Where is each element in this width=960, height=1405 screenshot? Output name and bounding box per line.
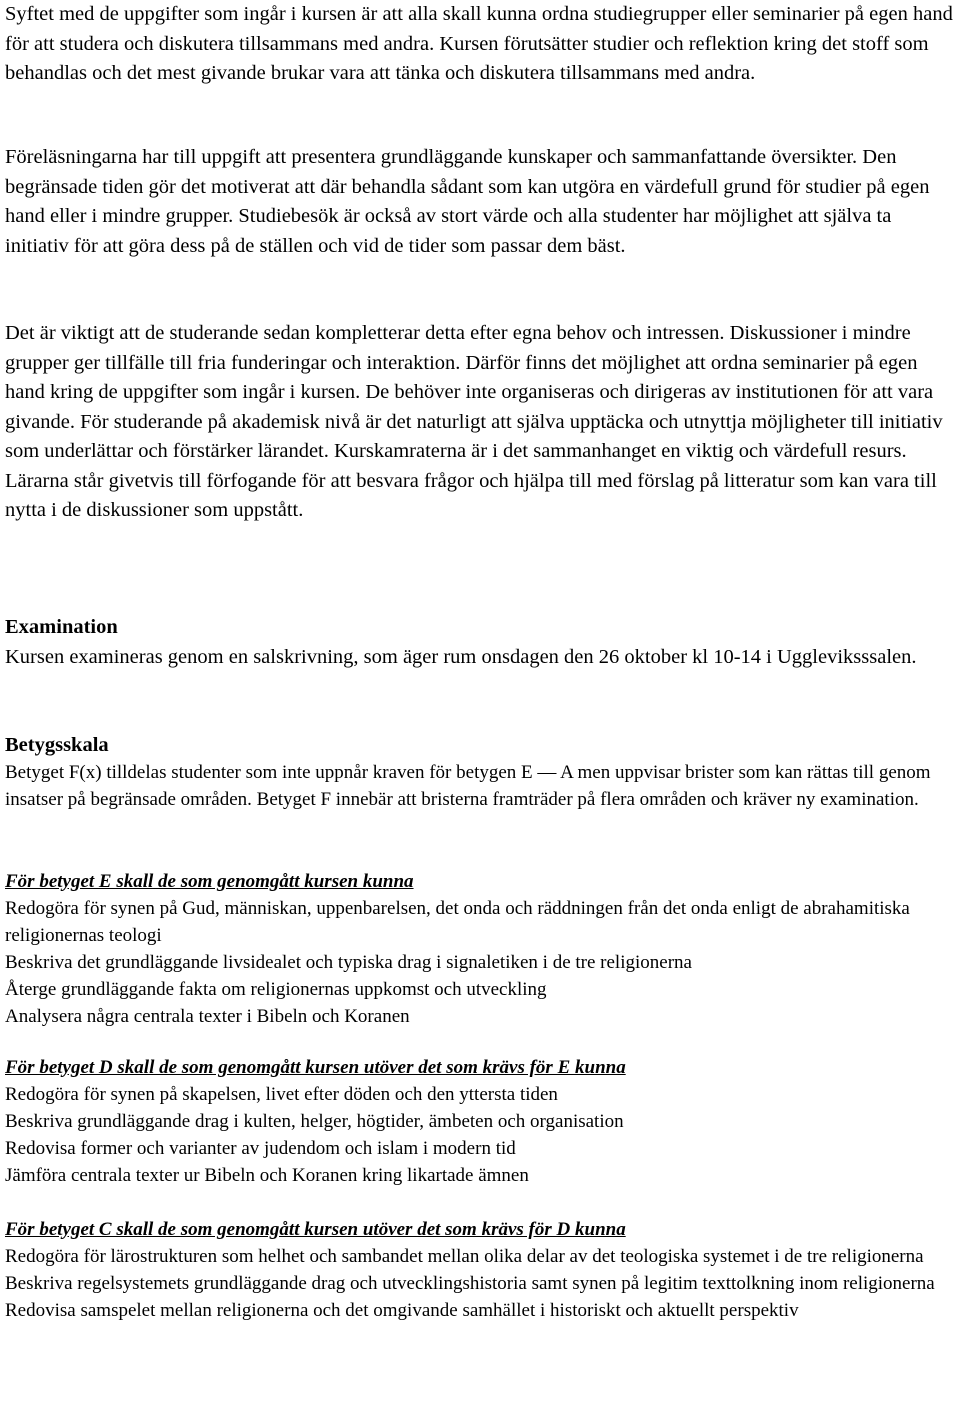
criteria-c-item: Beskriva regelsystemets grundläggande drag och utvecklingshistoria samt synen på legitim texttolkning inom religionerna (5, 1273, 935, 1294)
criteria-e-item: Analysera några centrala texter i Bibeln och Koranen (5, 1006, 410, 1027)
criteria-d-title: För betyget D skall de som genomgått kursen utöver det som krävs för E kunna (5, 1057, 626, 1078)
grading-heading: Betygsskala (5, 734, 109, 756)
criteria-d-item: Redovisa former och varianter av judendom och islam i modern tid (5, 1138, 516, 1159)
grading-section (5, 732, 960, 813)
examination-text: Kursen examineras genom en salskrivning, som äger rum onsdagen den 26 oktober kl 10-14 i Uggleviksssalen. (5, 645, 917, 668)
criteria-e-item: Beskriva det grundläggande livsidealet och typiska drag i signaletiken i de tre religionerna (5, 952, 692, 973)
examination-section (5, 613, 960, 672)
grading-text: Betyget F(x) tilldelas studenter som inte uppnår kraven för betygen E — A men uppvisar brister som kan rättas till genom insatser på begränsade områden. Betyget F innebär att bristerna framträder på flera områden och kräver ny examination. (5, 762, 931, 810)
criteria-e-item: Återge grundläggande fakta om religionernas uppkomst och utveckling (5, 979, 547, 1000)
criteria-c-item: Redovisa samspelet mellan religionerna och det omgivande samhället i historiskt och aktuellt perspektiv (5, 1300, 799, 1321)
criteria-d-item: Redogöra för synen på skapelsen, livet efter döden och den yttersta tiden (5, 1084, 558, 1105)
criteria-e-section (5, 868, 960, 1030)
criteria-e-title: För betyget E skall de som genomgått kursen kunna (5, 871, 414, 892)
criteria-d-item: Beskriva grundläggande drag i kulten, helger, högtider, ämbeten och organisation (5, 1111, 624, 1132)
criteria-d-item: Jämföra centrala texter ur Bibeln och Koranen kring likartade ämnen (5, 1165, 529, 1186)
criteria-d-section (5, 1054, 960, 1189)
criteria-c-item: Redogöra för lärostrukturen som helhet och sambandet mellan olika delar av det teologiska systemet i de tre religionerna (5, 1246, 924, 1267)
criteria-c-title: För betyget C skall de som genomgått kursen utöver det som krävs för D kunna (5, 1219, 626, 1240)
lectures-paragraph: Föreläsningarna har till uppgift att presentera grundläggande kunskaper och sammanfattande översikter. Den begränsade tiden gör det motiverat att där behandla sådant som kan utgöra en värdefull grund för studier på egen hand eller i mindre grupper. Studiebesök är också av stort värde och alla studenter har möjlighet att själva ta initiativ för att göra dess på de ställen och vid de tider som passar dem bäst. (5, 146, 930, 257)
criteria-c-section (5, 1216, 960, 1324)
examination-heading: Examination (5, 616, 118, 638)
discussion-paragraph: Det är viktigt att de studerande sedan kompletterar detta efter egna behov och intressen. Diskussioner i mindre grupper ger tillfälle till fria funderingar och interaktion. Därför finns det möjlighet att ordna seminarier på egen hand kring de uppgifter som ingår i kursen. De behöver inte organiseras och dirigeras av institutionen för att vara givande. För studerande på akademisk nivå är det naturligt att själva upptäcka och utnyttja möjligheter till initiativ som underlättar och förstärker lärandet. Kurskamraterna är i det sammanhanget en viktig och värdefull resurs. Lärarna står givetvis till förfogande för att besvara frågor och hjälpa till med förslag på litteratur som kan vara till nytta i de diskussioner som uppstått. (5, 322, 943, 521)
intro-paragraph: Syftet med de uppgifter som ingår i kursen är att alla skall kunna ordna studiegrupper eller seminarier på egen hand för att studera och diskutera tillsammans med andra. Kursen förutsätter studier och reflektion kring det stoff som behandlas och det mest givande brukar vara att tänka och diskutera tillsammans med andra. (5, 3, 953, 84)
criteria-e-item: Redogöra för synen på Gud, människan, uppenbarelsen, det onda och räddningen från det onda enligt de abrahamitiska religionernas teologi (5, 898, 910, 946)
